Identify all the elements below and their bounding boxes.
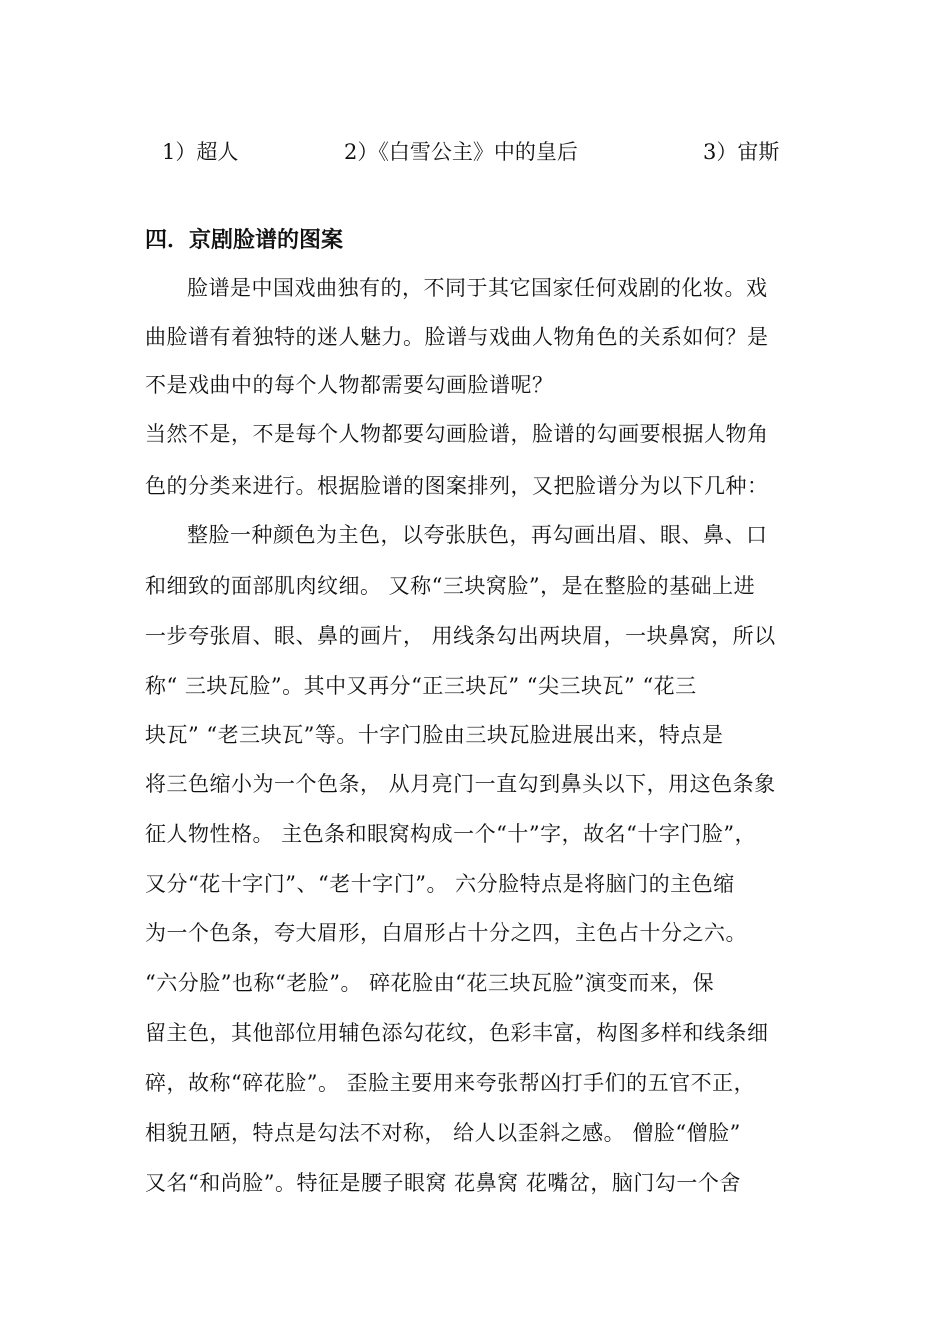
body-line: 整脸一种颜色为主色，以夸张肤色，再勾画出眉、眼、鼻、口 [187, 523, 768, 547]
body-line: 为一个色条，夸大眉形，白眉形占十分之四，主色占十分之六。 [145, 921, 747, 945]
body-line: “六分脸”也称“老脸”。 碎花脸由“花三块瓦脸”演变而来，保 [145, 971, 715, 995]
body-line: 征人物性格。 主色条和眼窝构成一个“十”字，故名“十字门脸”， [145, 822, 757, 846]
body-line: 块瓦” “老三块瓦”等。十字门脸由三块瓦脸进展出来，特点是 [145, 723, 724, 747]
body-line: 将三色缩小为一个色条， 从月亮门一直勾到鼻头以下，用这色条象 [145, 772, 776, 796]
body-line: 称“ 三块瓦脸”。其中又再分“正三块瓦” “尖三块瓦” “花三 [145, 674, 697, 698]
body-line: 又分“花十字门”、“老十字门”。 六分脸特点是将脑门的主色缩 [145, 872, 735, 896]
body-line: 一步夸张眉、眼、鼻的画片， 用线条勾出两块眉，一块鼻窝，所以 [145, 624, 776, 648]
body-line: 当然不是，不是每个人物都要勾画脸谱，脸谱的勾画要根据人物角 [145, 422, 769, 446]
section-heading: 四．京剧脸谱的图案 [145, 228, 344, 253]
body-line: 色的分类来进行。根据脸谱的图案排列，又把脸谱分为以下几种： [145, 474, 769, 498]
body-line: 和细致的面部肌肉纹细。 又称“三块窝脸”，是在整脸的基础上进 [145, 574, 756, 598]
body-line: 碎，故称“碎花脸”。 歪脸主要用来夸张帮凶打手们的五官不正， [145, 1071, 756, 1095]
caption-zeus: 3）宙斯 [703, 140, 780, 164]
body-line: 留主色，其他部位用辅色添勾花纹，色彩丰富，构图多样和线条细 [145, 1021, 769, 1045]
body-line: 曲脸谱有着独特的迷人魅力。脸谱与戏曲人物角色的关系如何？是 [145, 325, 769, 349]
body-line: 又名“和尚脸”。特征是腰子眼窝 花鼻窝 花嘴岔，脑门勾一个舍 [145, 1171, 741, 1195]
caption-snow-white-queen: 2）《白雪公主》中的皇后 [344, 140, 578, 164]
body-line: 不是戏曲中的每个人物都需要勾画脸谱呢？ [145, 373, 554, 397]
body-line: 脸谱是中国戏曲独有的，不同于其它国家任何戏剧的化妆。戏 [187, 276, 768, 300]
body-line: 相貌丑陋，特点是勾法不对称， 给人以歪斜之感。 僧脸“僧脸” [145, 1121, 741, 1145]
caption-superman: 1）超人 [162, 140, 239, 164]
